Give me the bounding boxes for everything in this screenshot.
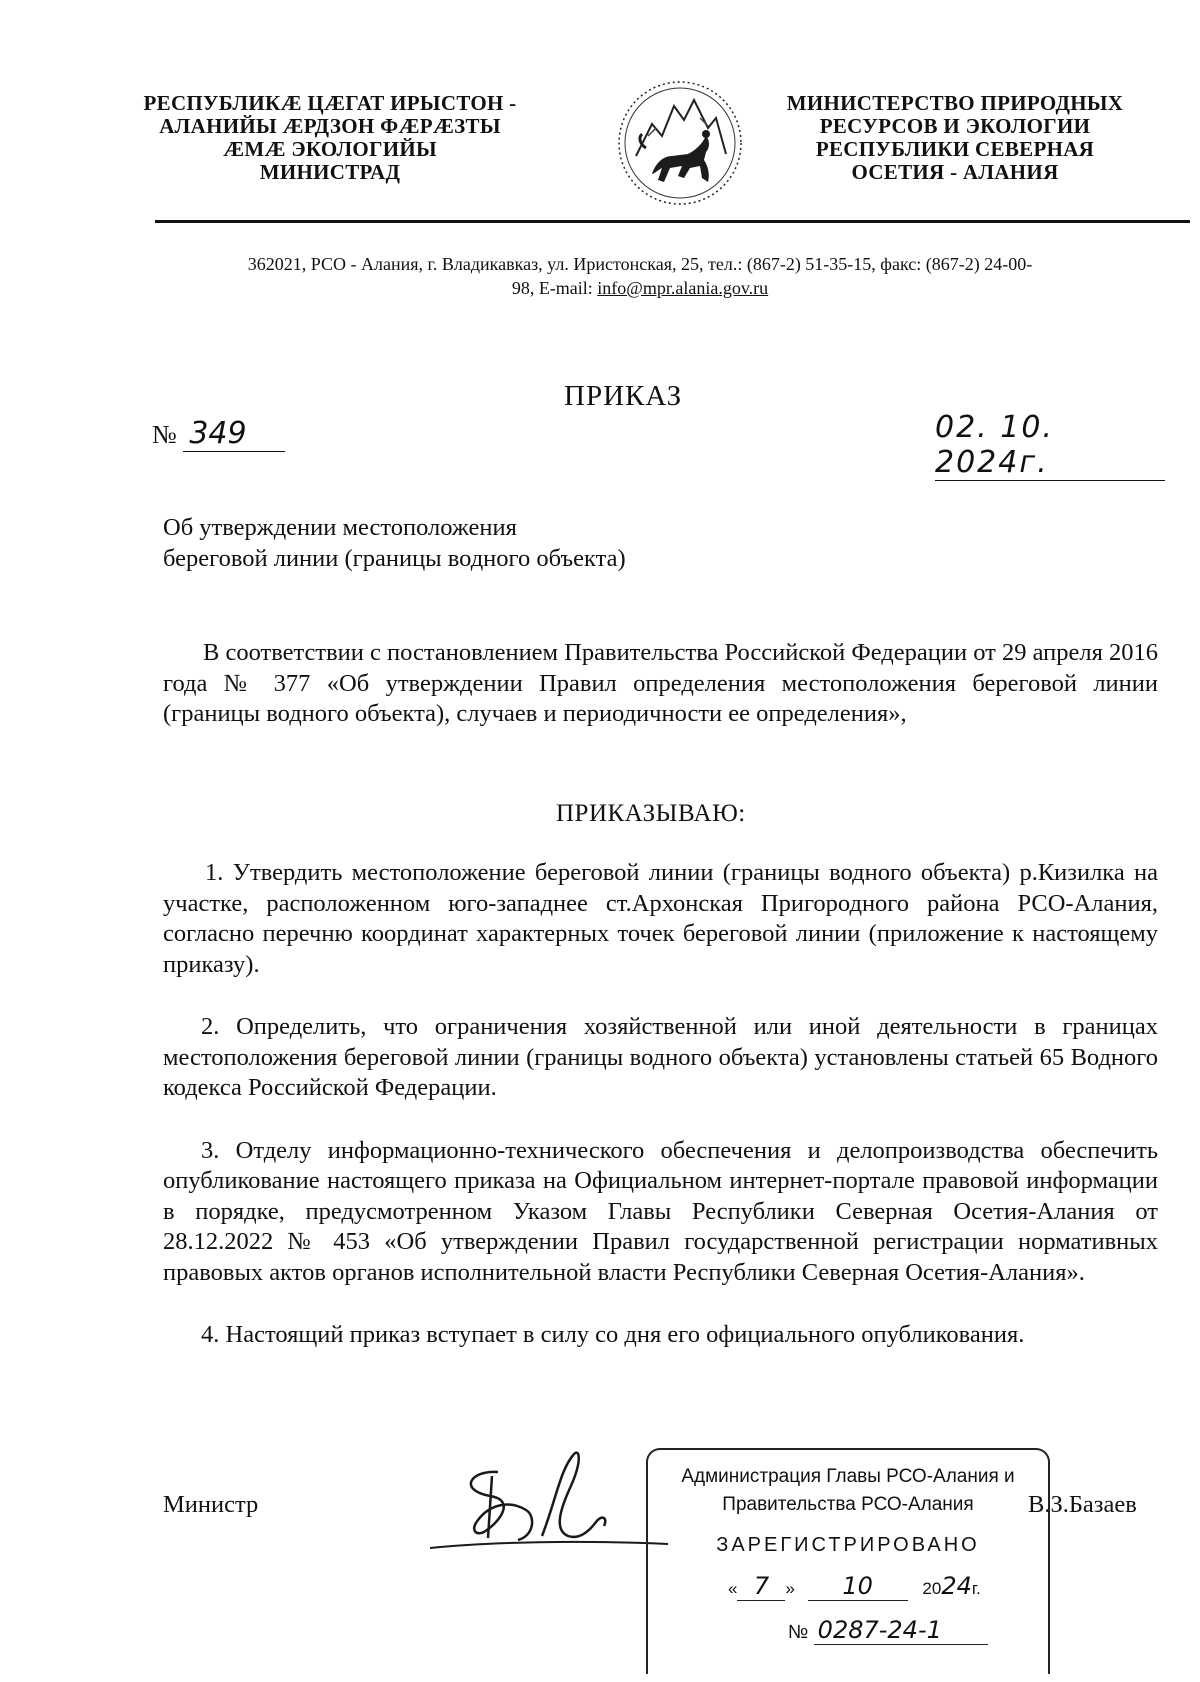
header-divider (155, 220, 1190, 223)
order-item: 3. Отделу информационно-технического обеспечения и делопроизводства обеспечить опубликование настоящего приказа на Официальном интернет-портале правовой информации в порядке, предусмотренном Указом Главы Республики Северная Осетия-Алания от 28.12.2022 № 453 «Об утверждении Правил государственной регистрации нормативных правовых актов органов исполнительной власти Республики Северная Осетия-Алания». (163, 1136, 1158, 1286)
stamp-number-label: № (788, 1622, 809, 1643)
order-number (152, 416, 285, 452)
registration-stamp (646, 1448, 1050, 1674)
stamp-registered: ЗАРЕГИСТРИРОВАНО (716, 1534, 980, 1556)
header-right-line: РЕСУРСОВ И ЭКОЛОГИИ (819, 114, 1091, 138)
stamp-date-suffix: г. (971, 1579, 981, 1598)
subject-line: Об утверждении местоположения (163, 514, 517, 541)
address-line-1: 362021, РСО - Алания, г. Владикавказ, ул. Иристонская, 25, тел.: (867-2) 51-35-15, факс: (867-2) 24-00- (247, 254, 1033, 274)
order-item: 1. Утвердить местоположение береговой линии (границы водного объекта) р.Кизилка на участке, расположенном юго-западнее ст.Архонская Пригородного района РСО-Алания, согласно перечню координат характерных точек береговой линии (приложение к настоящему приказу). (163, 859, 1158, 978)
signatory-name: В.З.Базаев (1028, 1491, 1137, 1518)
document-title: ПРИКАЗ (564, 380, 683, 412)
order-number-value: 349 (183, 416, 285, 452)
address-line-2 (130, 276, 1150, 300)
header-right-line: МИНИСТЕРСТВО ПРИРОДНЫХ (786, 91, 1124, 115)
order-item: 4. Настоящий приказ вступает в силу со дня его официального опубликования. (201, 1321, 1025, 1348)
order-date: 02. 10. 2024г. (935, 410, 1165, 481)
header-left-line: РЕСПУБЛИКӔ ЦӔГАТ ИРЫСТОН - (143, 91, 517, 115)
header-right-line: РЕСПУБЛИКИ СЕВЕРНАЯ (815, 137, 1095, 161)
order-subject (163, 513, 626, 574)
coat-of-arms-emblem (612, 78, 748, 208)
stamp-number-value: 0287-24-1 (814, 1616, 988, 1645)
stamp-date-year: 24 (941, 1572, 972, 1600)
order-item: 2. Определить, что ограничения хозяйственной или иной деятельности в границах местоположения береговой линии (границы водного объекта) установлены статьей 65 Водного кодекса Российской Федерации. (163, 1013, 1158, 1101)
stamp-date: « 7 » 10 2024г. (728, 1572, 981, 1600)
address-block (130, 252, 1150, 300)
stamp-date-month: 10 (808, 1572, 908, 1601)
address-line-2-prefix: 98, E-mail: (511, 278, 598, 298)
preamble-text: В соответствии с постановлением Правительства Российской Федерации от 29 апреля 2016 года № 377 «Об утверждении Правил определения местоположения береговой линии (границы водного объекта), случаев и периодичности ее определения», (163, 639, 1158, 727)
order-word: ПРИКАЗЫВАЮ: (556, 800, 746, 827)
preamble (163, 638, 1158, 730)
signatory-position: Министр (163, 1491, 259, 1518)
order-number-label: № (152, 420, 177, 449)
stamp-date-day: 7 (737, 1572, 785, 1601)
subject-line: береговой линии (границы водного объекта) (163, 544, 626, 572)
header-right-block (770, 92, 1140, 184)
header-left-line: ӔМӔ ЭКОЛОГИЙЫ (223, 137, 437, 161)
stamp-number (788, 1616, 988, 1645)
stamp-line-2: Правительства РСО-Алания (722, 1494, 974, 1515)
header-left-line: АЛАНИЙЫ ӔРДЗОН ФӔРӔЗТЫ (159, 114, 501, 138)
stamp-date-year-prefix: 20 (922, 1579, 942, 1598)
header-left-line: МИНИСТРАД (259, 160, 401, 184)
stamp-line-1: Администрация Главы РСО-Алания и (681, 1466, 1015, 1487)
email-link[interactable]: info@mpr.alania.gov.ru (597, 278, 769, 298)
header-right-line: ОСЕТИЯ - АЛАНИЯ (851, 160, 1059, 184)
handwritten-signature (430, 1440, 670, 1560)
header-left-block (120, 92, 540, 184)
order-items (163, 858, 1158, 1351)
